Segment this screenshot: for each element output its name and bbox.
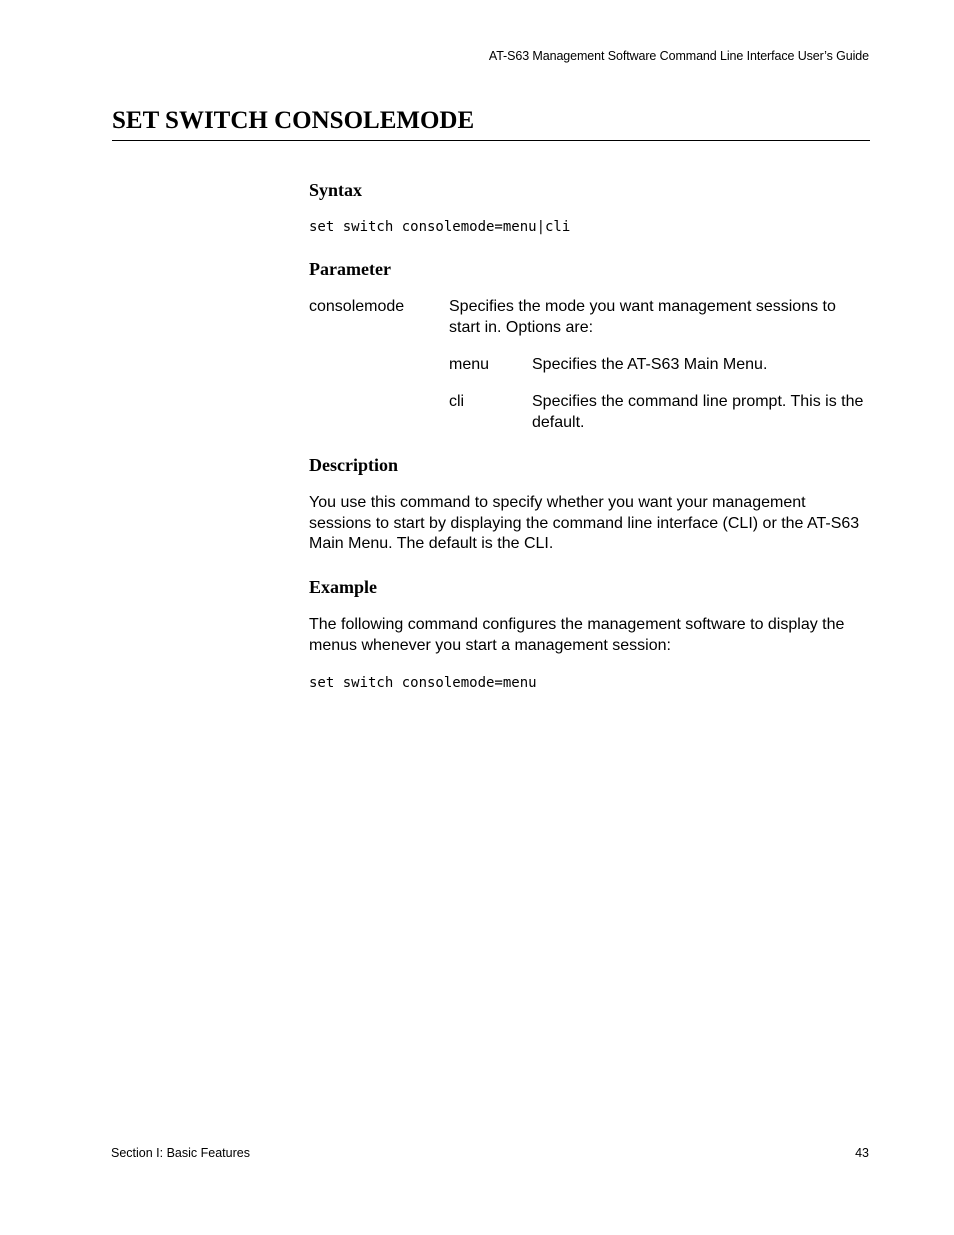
title-divider: [112, 140, 870, 141]
parameter-heading: Parameter: [309, 259, 391, 279]
option-name-menu: menu: [449, 356, 490, 373]
parameter-name: consolemode: [309, 298, 405, 315]
option-description-cli: Specifies the command line prompt. This is the default.: [532, 393, 864, 431]
description-text: You use this command to specify whether you want your management sessions to start by displaying the command line interface (CLI) or the AT-S63 Main Menu. The default is the CLI.: [309, 494, 860, 552]
page-number: 43: [855, 1146, 869, 1160]
syntax-code: set switch consolemode=menu|cli: [309, 219, 571, 235]
syntax-heading: Syntax: [309, 180, 363, 200]
parameter-description: Specifies the mode you want management sessions to start in. Options are:: [449, 298, 836, 336]
option-description-menu: Specifies the AT-S63 Main Menu.: [532, 356, 768, 373]
example-text: The following command configures the management software to display the menus whenever you start a management session:: [309, 616, 845, 654]
footer-section: Section I: Basic Features: [111, 1146, 250, 1160]
example-heading: Example: [309, 577, 378, 597]
running-header: AT-S63 Management Software Command Line Interface User’s Guide: [488, 49, 869, 63]
option-name-cli: cli: [449, 393, 465, 410]
example-code: set switch consolemode=menu: [309, 675, 537, 691]
page-title: SET SWITCH CONSOLEMODE: [112, 107, 475, 134]
description-heading: Description: [309, 455, 398, 475]
